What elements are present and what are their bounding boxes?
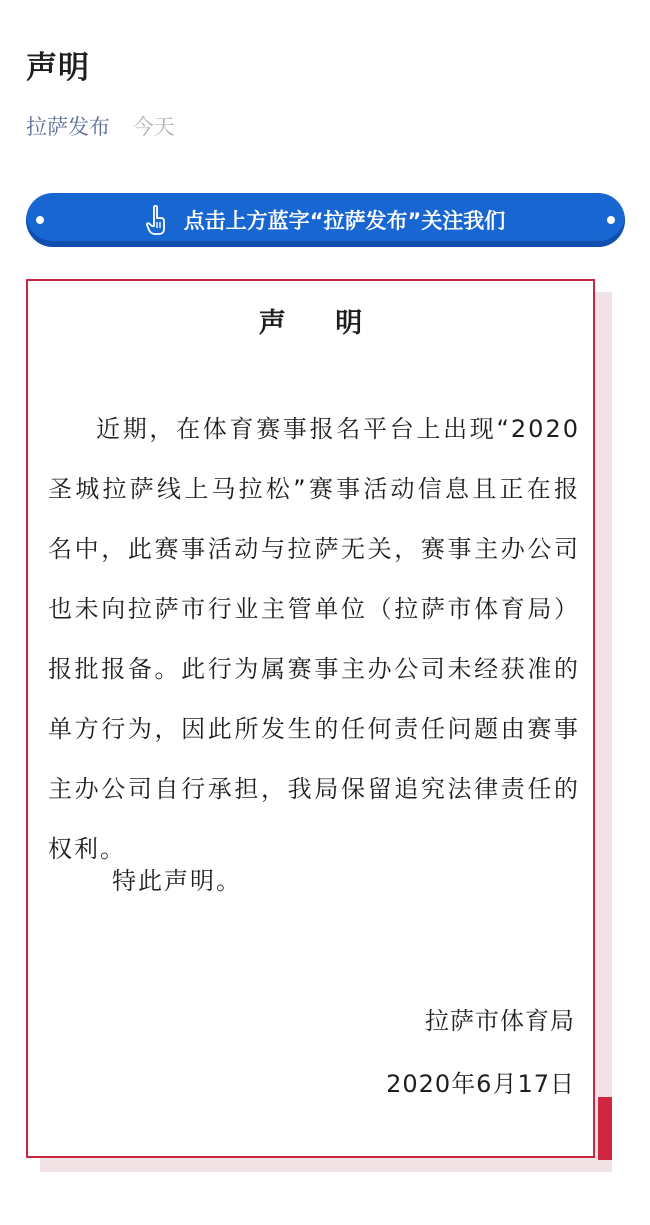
banner-highlight: “拉萨发布” bbox=[309, 209, 422, 233]
pointing-hand-icon bbox=[146, 205, 166, 235]
notice-panel bbox=[26, 279, 595, 1158]
notice-sign-date: 2020年6月17日 bbox=[386, 1070, 575, 1098]
article-meta bbox=[26, 111, 175, 141]
notice-closing: 特此声明。 bbox=[112, 867, 242, 895]
notice-signer: 拉萨市体育局 bbox=[425, 1007, 575, 1035]
banner-suffix: 关注我们 bbox=[421, 209, 506, 233]
notice-heading: 声 明 bbox=[258, 308, 383, 339]
banner-dot-right bbox=[607, 216, 615, 224]
notice-body bbox=[48, 399, 580, 879]
notice-paragraph: 近期，在体育赛事报名平台上出现“2020圣城拉萨线上马拉松”赛事活动信息且正在报名中，此赛事活动与拉萨无关，赛事主办公司也未向拉萨市行业主管单位（拉萨市体育局）报批报备。此行为属赛事主办公司未经获准的单方行为，因此所发生的任何责任问题由赛事主办公司自行承担，我局保留追究法律责任的权利。 bbox=[48, 415, 580, 863]
banner-prefix: 点击上方蓝字 bbox=[183, 209, 310, 233]
account-name-link[interactable]: 拉萨发布 bbox=[26, 115, 110, 139]
article-title: 声明 bbox=[26, 50, 90, 86]
publish-date: 今天 bbox=[132, 115, 175, 139]
follow-banner[interactable] bbox=[26, 193, 625, 247]
panel-red-accent bbox=[598, 1097, 612, 1160]
banner-dot-left bbox=[36, 216, 44, 224]
